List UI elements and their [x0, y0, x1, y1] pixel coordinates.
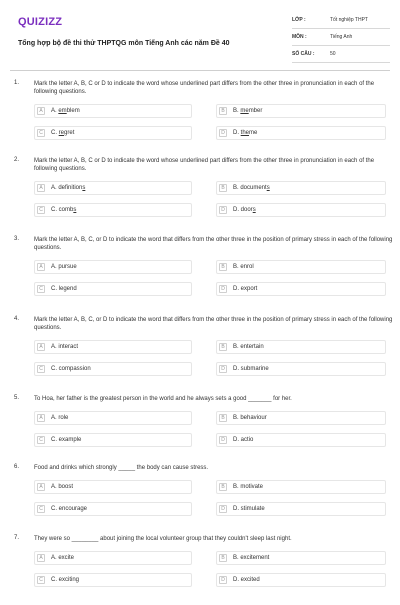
option-letter-badge: D	[219, 129, 227, 137]
option-text: A. emblem	[51, 108, 80, 114]
option-letter-badge: A	[37, 414, 45, 422]
option-letter-badge: B	[219, 483, 227, 491]
question-number: 2.	[14, 157, 20, 163]
question-number: 1.	[14, 80, 20, 86]
option-letter-badge: C	[37, 436, 45, 444]
option-letter-badge: C	[37, 505, 45, 513]
option-text: C. example	[51, 437, 82, 443]
option-letter-badge: C	[37, 129, 45, 137]
option-text: B. motivate	[233, 484, 264, 490]
option-text: C. encourage	[51, 506, 88, 512]
option-letter-badge: D	[219, 285, 227, 293]
answer-option-d[interactable]	[216, 433, 386, 447]
answer-option-c[interactable]	[34, 573, 192, 587]
option-text: B. excitement	[233, 555, 270, 561]
answer-option-c[interactable]	[34, 362, 192, 376]
option-text: A. interact	[51, 344, 79, 350]
question-6	[10, 464, 390, 534]
question-text: Food and drinks which strongly _____ the body can cause stress.	[34, 465, 209, 471]
quizizz-logo: QUIZIZZ	[18, 16, 63, 28]
option-letter-badge: B	[219, 554, 227, 562]
option-letter-badge: A	[37, 554, 45, 562]
answer-option-d[interactable]	[216, 126, 386, 140]
worksheet-meta	[292, 12, 390, 63]
question-text: Mark the letter A, B, C or D to indicate the word whose underlined part differs from the other three in pronunciation in each of the following questions.	[34, 81, 375, 95]
option-text: D. actio	[233, 437, 254, 443]
underlined-part: s	[266, 185, 270, 191]
question-text: Mark the letter A, B, C, or D to indicate the word that differs from the other three in the position of primary stress in each of the following questions.	[34, 237, 393, 251]
option-letter-badge: D	[219, 576, 227, 584]
underlined-part: em	[58, 108, 67, 114]
answer-option-a[interactable]	[34, 551, 192, 565]
question-number: 4.	[14, 316, 20, 322]
question-text: Mark the letter A, B, C, or D to indicate the word that differs from the other three in the position of primary stress in each of the following questions.	[34, 317, 393, 331]
answer-option-b[interactable]	[216, 480, 386, 494]
option-text: B. documents	[233, 185, 270, 191]
question-4	[10, 316, 393, 386]
option-letter-badge: A	[37, 107, 45, 115]
option-letter-badge: D	[219, 206, 227, 214]
option-text: C. compassion	[51, 366, 91, 372]
option-text: C. combs	[51, 207, 77, 213]
meta-row-question-count	[292, 46, 390, 63]
answer-option-d[interactable]	[216, 573, 386, 587]
option-text: D. excited	[233, 577, 260, 583]
answer-option-b[interactable]	[216, 181, 386, 195]
option-text: B. entertain	[233, 344, 264, 350]
option-text: A. excite	[51, 555, 75, 561]
option-text: B. member	[233, 108, 263, 114]
option-text: D. theme	[233, 130, 258, 136]
answer-option-d[interactable]	[216, 362, 386, 376]
option-letter-badge: B	[219, 343, 227, 351]
question-text: To Hoa, her father is the greatest person in the world and he always sets a good _______ for her.	[34, 396, 292, 402]
answer-option-a[interactable]	[34, 340, 192, 354]
answer-option-b[interactable]	[216, 340, 386, 354]
underlined-part: me	[240, 108, 249, 114]
option-text: D. doors	[233, 207, 256, 213]
answer-option-b[interactable]	[216, 551, 386, 565]
option-letter-badge: A	[37, 184, 45, 192]
meta-label: MÔN :	[292, 34, 307, 40]
meta-label: SỐ CÂU :	[292, 51, 315, 57]
option-text: B. behaviour	[233, 415, 267, 421]
answer-option-d[interactable]	[216, 282, 386, 296]
option-letter-badge: D	[219, 365, 227, 373]
meta-value: Tiếng Anh	[330, 34, 353, 40]
option-text: D. submarine	[233, 366, 269, 372]
option-text: D. export	[233, 286, 258, 292]
option-letter-badge: D	[219, 505, 227, 513]
question-number: 7.	[14, 535, 20, 541]
option-text: A. role	[51, 415, 69, 421]
option-letter-badge: B	[219, 414, 227, 422]
answer-option-a[interactable]	[34, 411, 192, 425]
option-text: A. boost	[51, 484, 74, 490]
option-text: A. pursue	[51, 264, 77, 270]
question-number: 5.	[14, 395, 20, 401]
underlined-part: s	[82, 185, 86, 191]
worksheet-title: Tổng hợp bộ đề thi thử THPTQG môn Tiếng Anh các năm Đề 40	[18, 40, 230, 47]
question-7	[10, 535, 390, 605]
answer-option-d[interactable]	[216, 203, 386, 217]
option-letter-badge: C	[37, 285, 45, 293]
meta-row-class	[292, 12, 390, 29]
worksheet-header	[10, 8, 390, 68]
underlined-part: the	[240, 130, 250, 136]
answer-option-a[interactable]	[34, 260, 192, 274]
option-letter-badge: D	[219, 436, 227, 444]
option-letter-badge: B	[219, 263, 227, 271]
answer-option-b[interactable]	[216, 260, 386, 274]
answer-option-a[interactable]	[34, 181, 192, 195]
question-text: They were so ________ about joining the local volunteer group that they couldn't sleep last night.	[34, 536, 292, 542]
option-letter-badge: A	[37, 483, 45, 491]
answer-option-c[interactable]	[34, 502, 192, 516]
answer-option-b[interactable]	[216, 411, 386, 425]
question-2	[10, 157, 390, 227]
meta-value: 50	[330, 51, 336, 57]
option-text: C. exciting	[51, 577, 80, 583]
option-text: A. definitions	[51, 185, 86, 191]
option-text: D. stimulate	[233, 506, 265, 512]
answer-option-a[interactable]	[34, 104, 192, 118]
answer-option-c[interactable]	[34, 203, 192, 217]
option-letter-badge: C	[37, 206, 45, 214]
underlined-part: re	[58, 130, 65, 136]
answer-option-a[interactable]	[34, 480, 192, 494]
answer-option-c[interactable]	[34, 433, 192, 447]
option-letter-badge: B	[219, 107, 227, 115]
header-divider	[10, 70, 390, 71]
question-text: Mark the letter A, B, C or D to indicate the word whose underlined part differs from the other three in pronunciation in each of the following questions.	[34, 158, 375, 172]
answer-option-d[interactable]	[216, 502, 386, 516]
option-letter-badge: A	[37, 263, 45, 271]
option-text: C. legend	[51, 286, 77, 292]
option-text: C. regret	[51, 130, 75, 136]
underlined-part: s	[73, 207, 77, 213]
meta-row-subject	[292, 29, 390, 46]
underlined-part: s	[252, 207, 256, 213]
option-letter-badge: C	[37, 365, 45, 373]
question-5	[10, 395, 390, 465]
answer-option-c[interactable]	[34, 282, 192, 296]
question-3	[10, 236, 393, 306]
meta-value: Tốt nghiệp THPT	[330, 17, 368, 23]
meta-label: LỚP :	[292, 17, 306, 23]
option-text: B. enrol	[233, 264, 254, 270]
question-1	[10, 80, 390, 150]
option-letter-badge: C	[37, 576, 45, 584]
answer-option-b[interactable]	[216, 104, 386, 118]
option-letter-badge: A	[37, 343, 45, 351]
question-number: 6.	[14, 464, 20, 470]
question-number: 3.	[14, 236, 20, 242]
option-letter-badge: B	[219, 184, 227, 192]
answer-option-c[interactable]	[34, 126, 192, 140]
